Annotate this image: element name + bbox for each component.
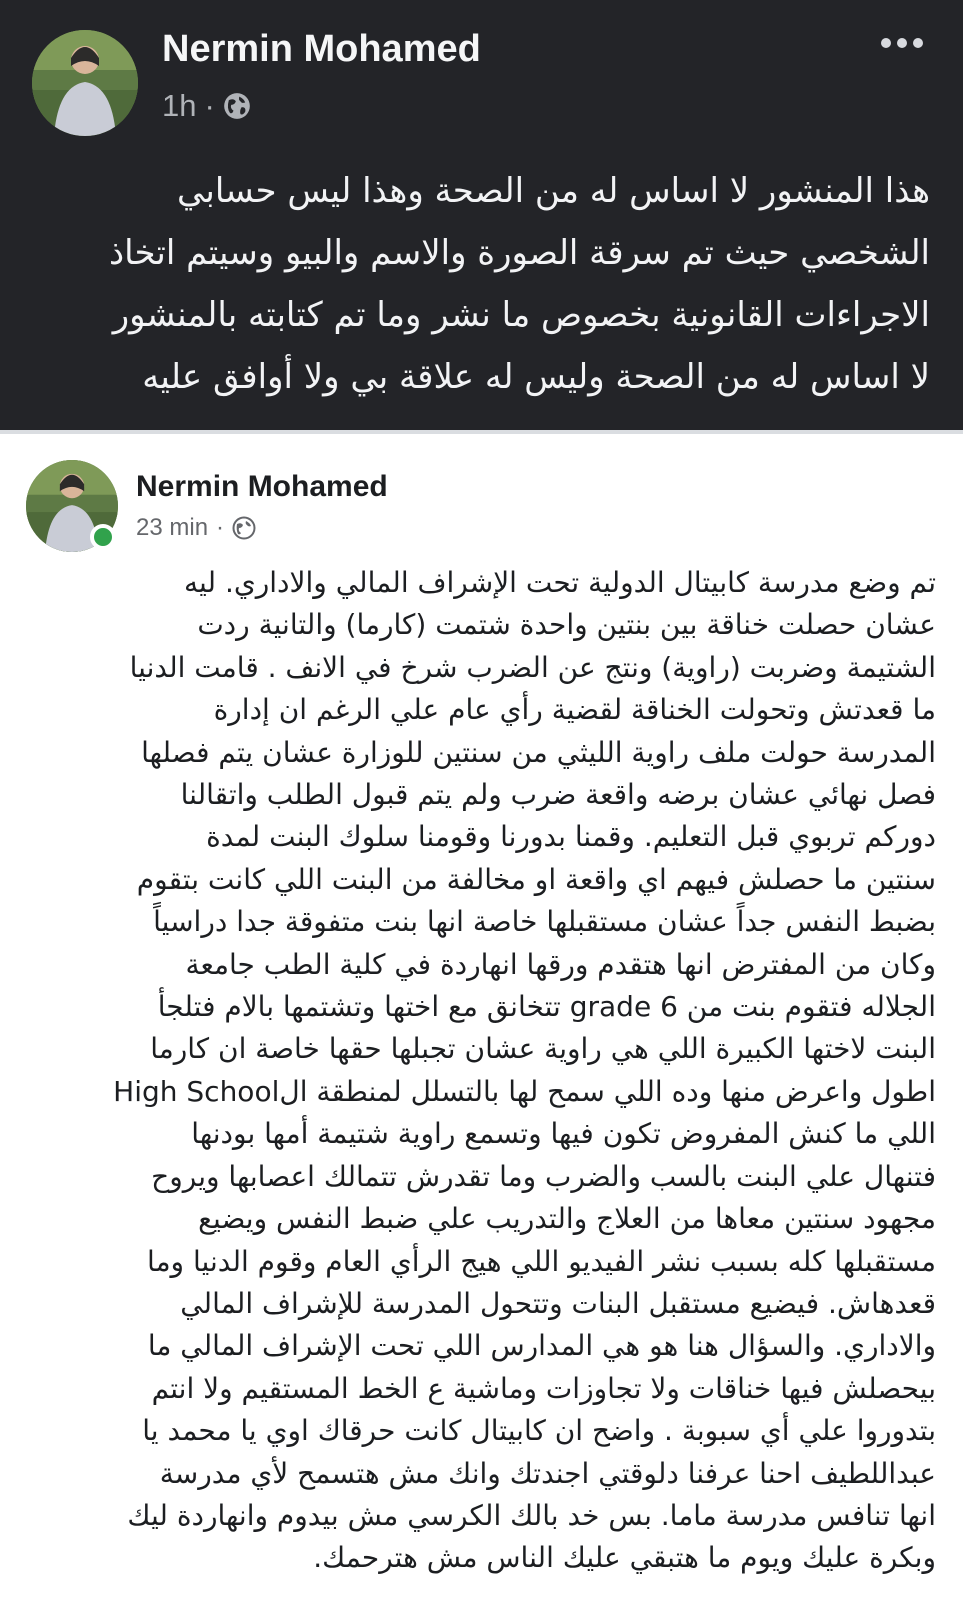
post-text-line: بضبط النفس جداً عشان مستقبلها خاصة انها بنت متفوقة جدا دراسياً bbox=[153, 905, 936, 939]
post-body bbox=[30, 160, 930, 408]
post-text-line: ما قعدتش وتحولت الخناقة لقضية رأي عام علي الرغم ان إدارة bbox=[213, 693, 936, 727]
post-text-line: عبداللطيف احنا عرفنا دلوقتي اجندتك وانك مش هتسمح لأي مدرسة bbox=[159, 1456, 936, 1490]
post-text-line: دوركم تربوي قبل التعليم. وقمنا بدورنا وقومنا سلوك البنت لمدة bbox=[206, 820, 936, 854]
post-text-line: المدرسة حولت ملف راوية الليثي من سنتين للوزارة عشان يتم فصلها bbox=[141, 735, 936, 769]
post-meta bbox=[136, 514, 256, 542]
top-post bbox=[0, 0, 963, 430]
meta-separator: · bbox=[216, 514, 225, 541]
more-horizontal-icon bbox=[881, 38, 891, 48]
post-time[interactable]: 23 min bbox=[136, 514, 209, 541]
meta-separator: · bbox=[204, 88, 215, 123]
post-text-line: والاداري. والسؤال هنا هو هي المدارس اللي تحت الإشراف المالي ما bbox=[147, 1329, 936, 1363]
post-text-line: لا اساس له من الصحة وليس له علاقة بي ولا أوافق عليه bbox=[142, 357, 930, 397]
globe-icon bbox=[223, 92, 251, 120]
post-text-line: سنتين ما حصلش فيهم اي واقعة او مخالفة من البنت اللي كانت بتقوم bbox=[136, 862, 936, 896]
post-text-line: وبكرة عليك ويوم ما هتبقي عليك الناس مش هترحمك. bbox=[313, 1541, 936, 1575]
post-text-line: مستقبلها كله بسبب نشر الفيديو اللي هيج الرأي العام وقوم الدنيا وما bbox=[147, 1244, 936, 1278]
post-text-line: فصل نهائي عشان برضه واقعة ضرب ولم يتم قبول الطلب واتقالنا bbox=[180, 778, 936, 812]
post-text-line: قعدهاش. فيضيع مستقبل البنات وتتحول المدرسة للإشراف المالي bbox=[180, 1286, 936, 1320]
post-text-line: بتدوروا علي أي سبوبة . واضح ان كابيتال كانت حرقاك اوي يا محمد يا bbox=[142, 1414, 936, 1448]
globe-icon bbox=[232, 516, 256, 540]
post-meta bbox=[162, 88, 251, 124]
post-time[interactable]: 1h bbox=[162, 88, 197, 123]
post-text-line: مجهود سنتين معاها من العلاج والتدريب علي ضبط النفس ويضيع bbox=[198, 1202, 936, 1236]
post-text-line: البنت لاختها الكبيرة اللي هي راوية عشان تجبلها حقها خاصة ان كارما bbox=[150, 1032, 936, 1066]
author-name[interactable]: Nermin Mohamed bbox=[136, 470, 388, 503]
author-name[interactable]: Nermin Mohamed bbox=[162, 28, 481, 70]
online-status-icon bbox=[90, 524, 116, 550]
post-text-line: وكان من المفترض انها هتقدم ورقها انهاردة في كلية الطب جامعة bbox=[185, 947, 936, 981]
post-text-line: اطول واعرض منها وده اللي سمح لها بالتسلل لمنطقة الHigh School bbox=[113, 1074, 936, 1108]
post-text-line: تم وضع مدرسة كابيتال الدولية تحت الإشراف المالي والاداري. ليه bbox=[184, 566, 936, 599]
more-options-button[interactable] bbox=[881, 38, 923, 48]
profile-photo bbox=[32, 30, 138, 136]
avatar[interactable] bbox=[26, 460, 118, 552]
post-body bbox=[30, 562, 936, 1580]
post-text-line: الشخصي حيث تم سرقة الصورة والاسم والبيو وسيتم اتخاذ bbox=[108, 233, 930, 273]
post-text-line: الاجراءات القانونية بخصوص ما نشر وما تم كتابته بالمنشور bbox=[112, 295, 930, 335]
post-text-line: اللي ما كنش المفروض تكون فيها وتسمع راوية شتيمة أمها بودنها bbox=[191, 1117, 936, 1151]
post-text-line: عشان حصلت خناقة بين بنتين واحدة شتمت (كارما) والتانية ردت bbox=[197, 608, 936, 642]
post-text-line: انها تنافس مدرسة ماما. بس خد بالك الكرسي مش بيدوم وانهاردة ليك bbox=[127, 1498, 936, 1532]
post-text-line: الشتيمة وضربت (راوية) ونتج عن الضرب شرخ في الانف . قامت الدنيا bbox=[129, 650, 936, 684]
shared-post bbox=[0, 434, 963, 1600]
post-text-line: فتنهال علي البنت بالسب والضرب وما تقدرش تتمالك اعصابها ويروح bbox=[151, 1159, 936, 1193]
post-text-line: بيحصلش فيها خناقات ولا تجاوزات وماشية ع الخط المستقيم ولا انتم bbox=[151, 1371, 936, 1405]
post-text-line: الجلاله فتقوم بنت من grade 6 تتخانق مع اختها وتشتمها بالام فتلجأ bbox=[157, 990, 936, 1024]
avatar[interactable] bbox=[32, 30, 138, 136]
post-text-line: هذا المنشور لا اساس له من الصحة وهذا ليس حسابي bbox=[177, 171, 930, 211]
